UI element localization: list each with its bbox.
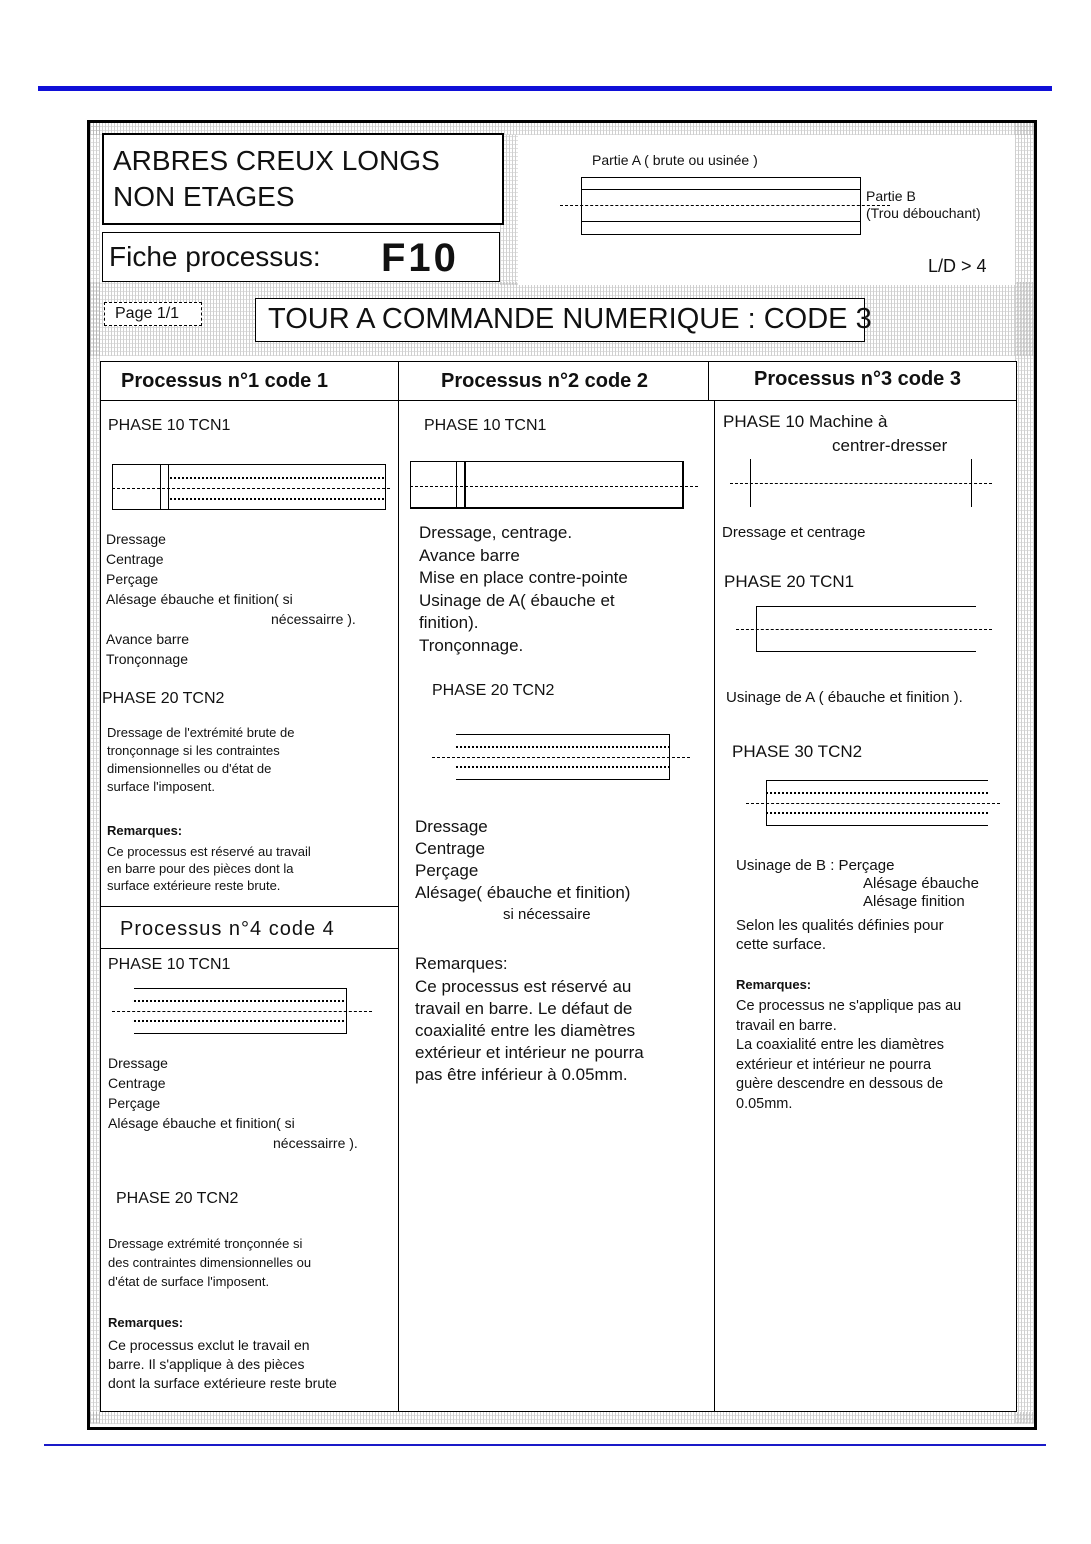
col2-ops: Dressage, centrage. Avance barre Mise en place contre-pointe Usinage de A( ébauche et finition). Tronçonnage. — [419, 523, 628, 655]
col3-phase10: PHASE 10 Machine à — [723, 412, 888, 431]
col4-ops: Dressage Centrage Perçage Alésage ébauche et finition( si nécessairre ). — [108, 1055, 358, 1151]
col-divider — [708, 361, 709, 401]
col2-phase20: PHASE 20 TCN2 — [432, 682, 555, 699]
col1-shaft — [112, 464, 386, 510]
fiche-box — [102, 232, 500, 282]
title-box — [102, 133, 504, 225]
col2-shaft-cut — [456, 461, 457, 509]
col4-bore — [134, 1020, 344, 1022]
col3-bore — [766, 812, 988, 814]
col3-remarks: Ce processus ne s'applique pas au travail en barre. La coaxialité entre les diamètres extérieur et intérieur ne pourra guère descendre en dessous de 0.05mm. — [736, 998, 962, 1112]
col3-phase20-text: Usinage de A ( ébauche et finition ). — [726, 689, 963, 706]
col2-title: Processus n°2 code 2 — [441, 370, 648, 392]
col3-phase10-machine: centrer-dresser — [832, 436, 948, 455]
col4-title: Processus n°4 code 4 — [120, 918, 335, 940]
col1-remarks-title: Remarques: — [107, 823, 183, 838]
title-line1: ARBRES CREUX LONGS — [113, 145, 440, 176]
part-diagram-box — [518, 135, 1015, 285]
ratio-label: L/D > 4 — [928, 256, 987, 276]
col4-divider — [100, 906, 398, 907]
col1-bore — [170, 477, 384, 479]
col2-bore — [456, 766, 670, 768]
bottom-rule — [44, 1444, 1046, 1446]
partie-b-desc: (Trou débouchant) — [866, 205, 981, 221]
col1-phase20-text: Dressage de l'extrémité brute de tronçonnage si les contraintes dimensionnelles ou d'état de surface l'imposent. — [107, 725, 295, 794]
page-indicator — [104, 302, 202, 326]
page-label: Page 1/1 — [115, 305, 180, 322]
col3-phase30: PHASE 30 TCN2 — [732, 742, 863, 761]
col3-bore — [766, 792, 988, 794]
col2-axis — [432, 757, 690, 758]
col1-bore — [170, 498, 384, 500]
col3-usinage-b: Usinage de B : Perçage Alésage ébauche Alésage finition — [736, 857, 979, 910]
col1-title: Processus n°1 code 1 — [121, 370, 328, 392]
axis-line — [560, 205, 890, 206]
col3-title: Processus n°3 code 3 — [754, 368, 961, 390]
col3-axis — [746, 803, 1000, 804]
col3-selon: Selon les qualités définies pour cette surface. — [736, 917, 944, 953]
bore-line — [581, 189, 861, 190]
machine-box — [255, 298, 872, 342]
scan-noise — [90, 1412, 1034, 1424]
col1-axis — [112, 488, 390, 489]
col4-divider — [100, 948, 398, 949]
col3-axis — [730, 483, 992, 484]
col1-phase10: PHASE 10 TCN1 — [108, 417, 231, 434]
col2-phase10: PHASE 10 TCN1 — [424, 417, 547, 434]
fiche-code: F10 — [381, 236, 459, 280]
machine-label: TOUR A COMMANDE NUMERIQUE : CODE 3 — [268, 303, 872, 335]
title-line2: NON ETAGES — [113, 181, 295, 212]
col3-axis — [736, 629, 992, 630]
col1-remarks: Ce processus est réservé au travail en barre pour des pièces dont la surface extérieure reste brute. — [107, 844, 311, 893]
col3-phase10-text: Dressage et centrage — [722, 524, 866, 541]
col-divider — [398, 361, 399, 1412]
col4-phase20-text: Dressage extrémité tronçonnée si des contraintes dimensionnelles ou d'état de surface l'imposent. — [108, 1236, 312, 1289]
col2-remarks: Ce processus est réservé au travail en barre. Le défaut de coaxialité entre les diamètres extérieur et intérieur ne pourra pas être inférieur à 0.05mm. — [415, 977, 644, 1084]
top-rule — [38, 86, 1052, 91]
col2-shaft-cut — [464, 461, 466, 509]
bore-line — [581, 221, 861, 222]
col-divider — [714, 400, 715, 1412]
col3-phase20: PHASE 20 TCN1 — [724, 572, 855, 591]
col2-bore — [456, 746, 670, 748]
col4-remarks-title: Remarques: — [108, 1315, 184, 1330]
col4-phase20: PHASE 20 TCN2 — [116, 1190, 239, 1207]
col1-ops: Dressage Centrage Perçage Alésage ébauche et finition( si nécessairre ). Avance barre Tronçonnage — [106, 531, 356, 667]
col2-axis — [410, 486, 698, 487]
col4-remarks: Ce processus exclut le travail en barre. Il s'applique à des pièces dont la surface extérieure reste brute — [108, 1337, 337, 1391]
col4-bore — [134, 1000, 344, 1002]
partie-b-label: Partie B — [866, 188, 916, 204]
col4-phase10: PHASE 10 TCN1 — [108, 956, 231, 973]
col2-shaft — [410, 461, 684, 509]
col2-remarks-title: Remarques: — [415, 954, 508, 973]
col3-remarks-title: Remarques: — [736, 977, 812, 992]
header-divider — [100, 400, 1017, 401]
fiche-label: Fiche processus: — [109, 241, 321, 272]
col1-phase20: PHASE 20 TCN2 — [102, 690, 225, 707]
shaft-drawing — [581, 177, 861, 235]
col1-shaft-cut — [160, 464, 161, 510]
col4-axis — [112, 1011, 372, 1012]
col2-ops2: Dressage Centrage Perçage Alésage( ébauche et finition) si nécessaire — [415, 817, 631, 923]
col1-shaft-cut — [168, 464, 169, 510]
partie-a-label: Partie A ( brute ou usinée ) — [592, 152, 758, 168]
